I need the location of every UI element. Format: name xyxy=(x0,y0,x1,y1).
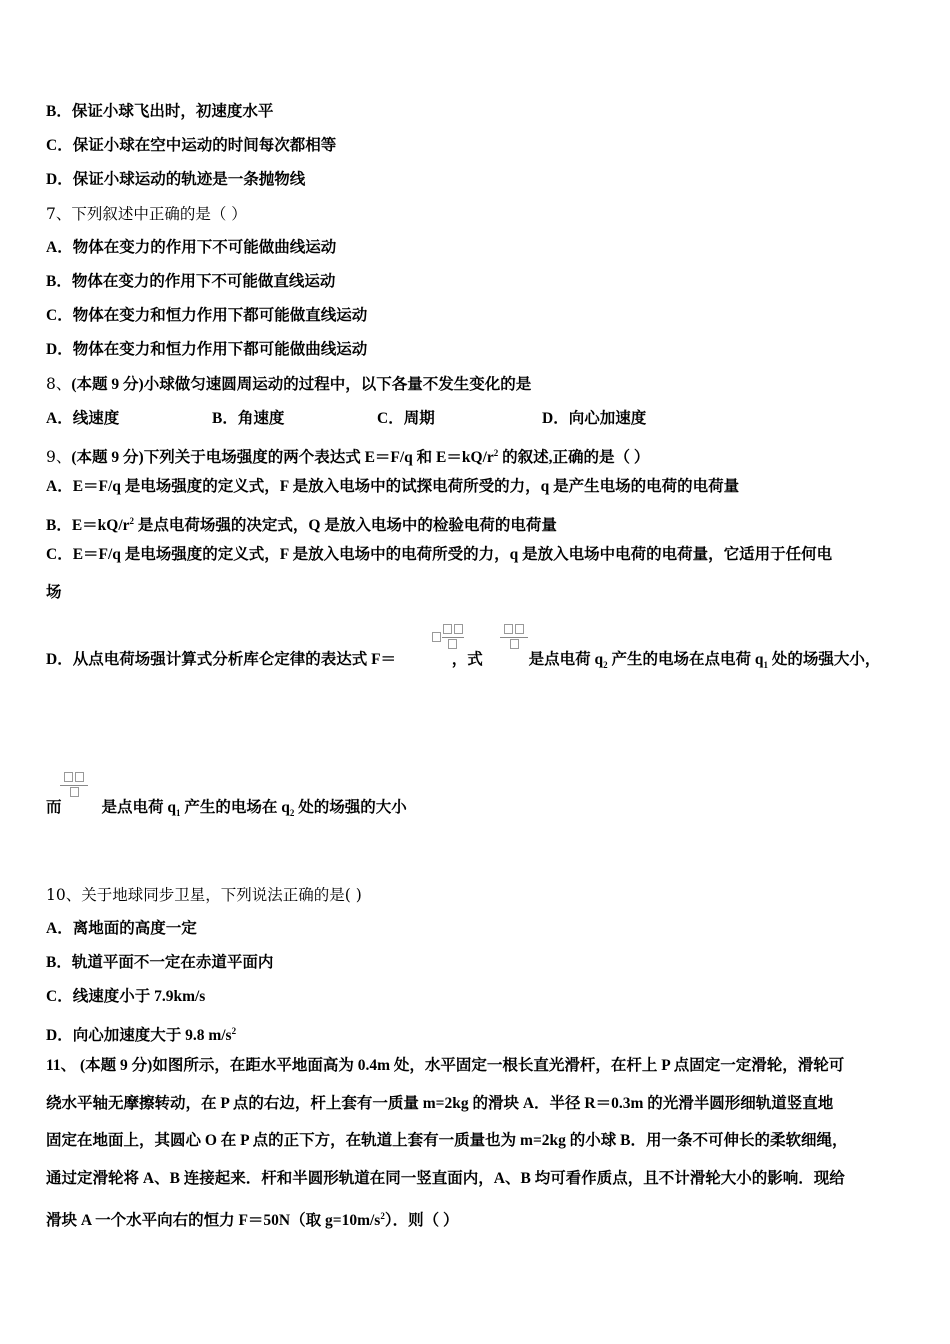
q11-line5: 滑块 A 一个水平向右的恒力 F＝50N（取 $g=10m/s^2$）．则（ ） xyxy=(46,1211,459,1230)
q10-option-d: D．向心加速度大于 9.8 $m/s^2$ xyxy=(46,1026,237,1045)
q8-option-b: B．角速度 xyxy=(212,410,285,427)
q8-number: 8、 xyxy=(46,375,72,393)
q8-stem-text: (本题 9 分)小球做匀速圆周运动的过程中，以下各量不发生变化的是 xyxy=(71,376,532,393)
q6-option-b: B．保证小球飞出时，初速度水平 xyxy=(46,103,274,120)
q8-option-a: A．线速度 xyxy=(46,410,120,427)
q9-option-d-line2: 而 是点电荷 $q_1$ 产生的电场在 $q_2$ 处的场强的大小 xyxy=(46,799,407,819)
q10-option-c: C．线速度小于 7.9km/s xyxy=(46,988,206,1005)
coulomb-formula-image xyxy=(424,624,470,650)
q6-option-c: C．保证小球在空中运动的时间每次都相等 xyxy=(46,137,337,154)
q9-option-b: B．$E=kQ/r^2$ 是点电荷场强的决定式，Q 是放入电场中的检验电荷的电荷量 xyxy=(46,516,557,535)
q9-option-c-line2: 场 xyxy=(46,584,62,601)
q11-line2: 绕水平轴无摩擦转动，在 P 点的右边，杆上套有一质量 m=2kg 的滑块 A．半径 R＝0.3m 的光滑半圆形细轨道竖直地 xyxy=(46,1095,834,1112)
q11-line4: 通过定滑轮将 A、B 连接起来．杆和半圆形轨道在同一竖直面内，A、B 均可看作质点，且不计滑轮大小的影响．现给 xyxy=(46,1170,845,1187)
q9-number: 9、 xyxy=(46,448,72,467)
q9-option-c-line1: C．E＝F/q 是电场强度的定义式，F 是放入电场中的电荷所受的力，q 是放入电场中电荷的电荷量，它适用于任何电 xyxy=(46,546,833,563)
field-formula-q2-image xyxy=(500,624,528,650)
q10-option-b: B．轨道平面不一定在赤道平面内 xyxy=(46,954,274,971)
q9-option-a: A．E＝F/q 是电场强度的定义式，F 是放入电场中的试探电荷所受的力，q 是产生电场的电荷的电荷量 xyxy=(46,478,740,495)
q8-stem xyxy=(46,374,531,395)
q9-stem xyxy=(46,443,649,468)
q7-option-c: C．物体在变力和恒力作用下都可能做直线运动 xyxy=(46,307,368,324)
q7-option-b: B．物体在变力的作用下不可能做直线运动 xyxy=(46,273,336,290)
q11-line1: 11、 (本题 9 分)如图所示，在距水平地面高为 0.4m 处，水平固定一根长直光滑杆，在杆上 P 点固定一定滑轮，滑轮可 xyxy=(46,1057,845,1074)
q11-line3: 固定在地面上，其圆心 O 在 P 点的正下方，在轨道上套有一质量也为 m=2kg 的小球 B．用一条不可伸长的柔软细绳， xyxy=(46,1132,848,1149)
field-formula-q1-image xyxy=(60,772,88,798)
q7-option-d: D．物体在变力和恒力作用下都可能做曲线运动 xyxy=(46,341,368,358)
q7-option-a: A．物体在变力的作用下不可能做曲线运动 xyxy=(46,239,337,256)
q8-option-c: C．周期 xyxy=(377,410,435,427)
q7-stem: 7、下列叙述中正确的是（ ） xyxy=(46,205,247,223)
q10-option-a: A．离地面的高度一定 xyxy=(46,920,197,937)
q9-option-d-line1: D．从点电荷场强计算式分析库仑定律的表达式 F＝ ，式 是点电荷 $q_2$ 产生的电场在点电荷 $q_1$ 处的场强大小， xyxy=(46,651,881,671)
q10-stem: 10、关于地球同步卫星，下列说法正确的是( ) xyxy=(46,886,362,904)
q8-option-d: D．向心加速度 xyxy=(542,410,647,427)
q6-option-d: D．保证小球运动的轨迹是一条抛物线 xyxy=(46,171,306,188)
q9-stem-text: (本题 9 分)下列关于电场强度的两个表达式 E＝F/q 和 $E=kQ/r^2$ 的叙述,正确的是（ ） xyxy=(71,448,650,467)
